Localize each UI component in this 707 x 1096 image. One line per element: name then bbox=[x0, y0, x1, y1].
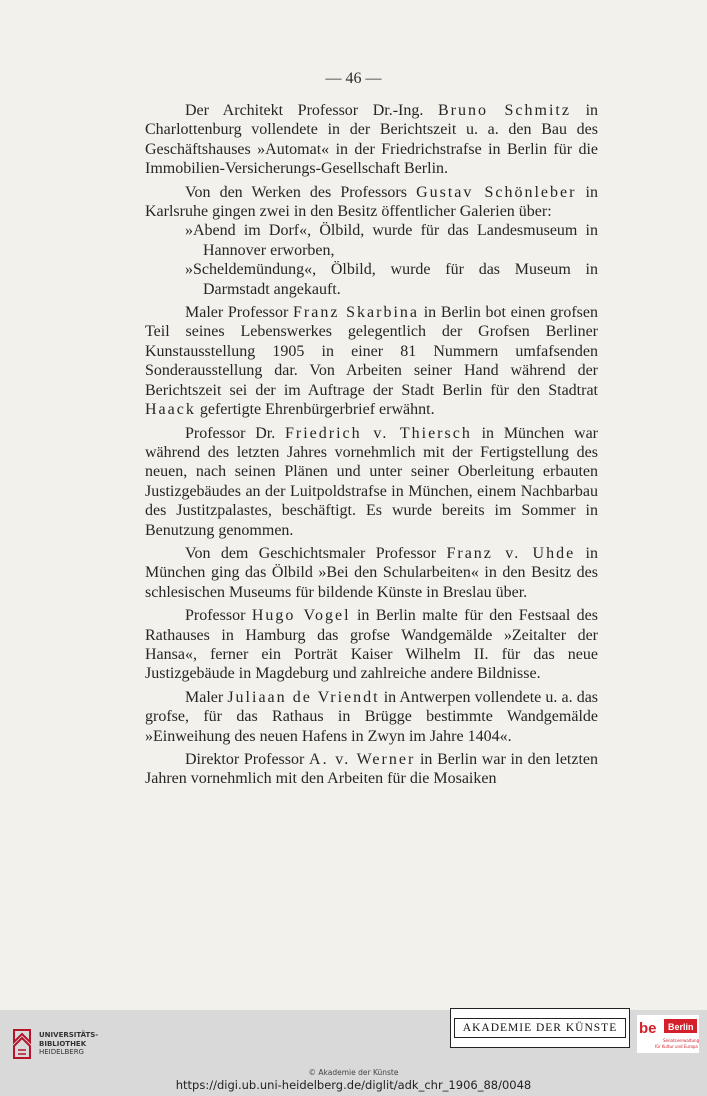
spaced-name: Juliaan de Vriendt bbox=[227, 688, 380, 706]
page-number: — 46 — bbox=[325, 70, 382, 87]
text-run: »Abend im Dorf«, Ölbild, wurde für das Landesmuseum in Hannover erworben, bbox=[185, 222, 598, 259]
paragraph bbox=[145, 183, 598, 222]
text-run: Professor bbox=[185, 607, 252, 625]
spaced-name: Franz Skarbina bbox=[293, 304, 420, 322]
text-run: Von den Werken des Professors bbox=[185, 183, 417, 201]
text-run: Maler Professor bbox=[185, 304, 294, 322]
paragraph bbox=[145, 606, 598, 684]
library-name-line3: HEIDELBERG bbox=[39, 1048, 84, 1057]
berlin-sub2: für Kultur und Europa bbox=[655, 1044, 698, 1049]
text-run: in Karlsruhe gingen zwei in den Besitz öffentlicher Galerien über: bbox=[145, 183, 598, 221]
paragraph bbox=[145, 544, 598, 602]
akademie-logo[interactable] bbox=[450, 1008, 630, 1048]
spaced-name: Gustav Schönleber bbox=[416, 183, 577, 201]
library-name-line2: BIBLIOTHEK bbox=[39, 1039, 87, 1048]
svg-text:Berlin: Berlin bbox=[668, 1022, 694, 1032]
text-run: Professor Dr. bbox=[185, 424, 285, 442]
spaced-name: Franz v. Uhde bbox=[446, 544, 576, 562]
text-run: Maler bbox=[185, 688, 228, 706]
copyright-note: © Akademie der Künste bbox=[308, 1068, 399, 1077]
text-run: in Berlin war in den letzten Jahren vornehmlich mit den Arbeiten für die Mosaiken bbox=[145, 751, 599, 788]
spaced-name: Friedrich v. Thiersch bbox=[284, 424, 472, 442]
spaced-name: Bruno Schmitz bbox=[437, 102, 571, 119]
text-run: Der Architekt Professor Dr.-Ing. bbox=[185, 102, 438, 119]
library-name-line1: UNIVERSITÄTS- bbox=[39, 1031, 99, 1040]
paragraph bbox=[145, 750, 598, 789]
spaced-name: Haack bbox=[145, 401, 196, 419]
spaced-name: Hugo Vogel bbox=[251, 607, 351, 625]
text-run: in München war während des letzten Jahres vornehmlich mit der Fertigstellung des neuen, nach seinen Plänen und unter seiner Oberleitung erbauten Justizgebäudes an der Luitpoldstrafse in München, einem Nachbarbau des Justitzpalastes, beschäftigt. Es wurde bereits im Sommer in Benutzung genommen. bbox=[145, 424, 599, 539]
university-library-logo[interactable] bbox=[10, 1024, 120, 1064]
text-run: in Antwerpen vollendete u. a. das grofse, für das Rathaus in Brügge bestimmte Wandgemälde »Einweihung des neuen Hafens in Zwyn im Jahre 1404«. bbox=[145, 688, 599, 745]
paragraph bbox=[145, 688, 598, 746]
permalink-url[interactable]: https://digi.ub.uni-heidelberg.de/diglit/adk_chr_1906_88/0048 bbox=[175, 1078, 532, 1092]
text-run: in Berlin malte für den Festsaal des Rathauses in Hamburg das grofse Wandgemälde »Zeitalter der Hansa«, ferner ein Porträt Kaiser Wilhelm II. für das neue Justizgebäude in Magdeburg und zahlreiche andere Bildnisse. bbox=[145, 607, 599, 683]
quote-paragraph bbox=[145, 221, 598, 260]
quote-paragraph bbox=[145, 260, 598, 299]
paragraph bbox=[145, 303, 598, 419]
paragraph bbox=[145, 101, 598, 179]
paragraph bbox=[145, 424, 598, 540]
spaced-name: A. v. Werner bbox=[309, 751, 416, 768]
text-run: Von dem Geschichtsmaler Professor bbox=[185, 544, 447, 562]
svg-text:be: be bbox=[639, 1020, 657, 1037]
text-run: in Charlottenburg vollendete in der Berichtszeit u. a. den Bau des Geschäftshauses »Automat« in der Friedrichstrafse in Berlin für die Immobilien-Versicherungs-Gesellschaft Berlin. bbox=[145, 102, 599, 178]
berlin-senate-logo[interactable] bbox=[637, 1015, 699, 1053]
akademie-label: AKADEMIE DER KÜNSTE bbox=[454, 1018, 626, 1038]
text-run: in Berlin bot einen grofsen Teil seines Lebenswerkes gelegentlich der Grofsen Berliner Kunstausstellung 1905 in einer 81 Nummern umfafsenden Sonderausstellung dar. Von Arbeiten seiner Hand während der Berichtszeit sei der im Auftrage der Stadt Berlin für den Stadtrat bbox=[145, 304, 599, 399]
library-crest-icon bbox=[10, 1026, 34, 1062]
text-run: »Scheldemündung«, Ölbild, wurde für das Museum in Darmstadt angekauft. bbox=[185, 261, 598, 298]
berlin-sub1: Senatsverwaltung bbox=[663, 1038, 699, 1043]
text-run: in München ging das Ölbild »Bei den Schularbeiten« in den Besitz des schlesischen Museums für bildende Künste in Breslau über. bbox=[145, 544, 598, 601]
text-run: Direktor Professor bbox=[185, 751, 310, 768]
text-run: gefertigte Ehrenbürgerbrief erwähnt. bbox=[195, 401, 435, 419]
body-text bbox=[145, 101, 598, 789]
